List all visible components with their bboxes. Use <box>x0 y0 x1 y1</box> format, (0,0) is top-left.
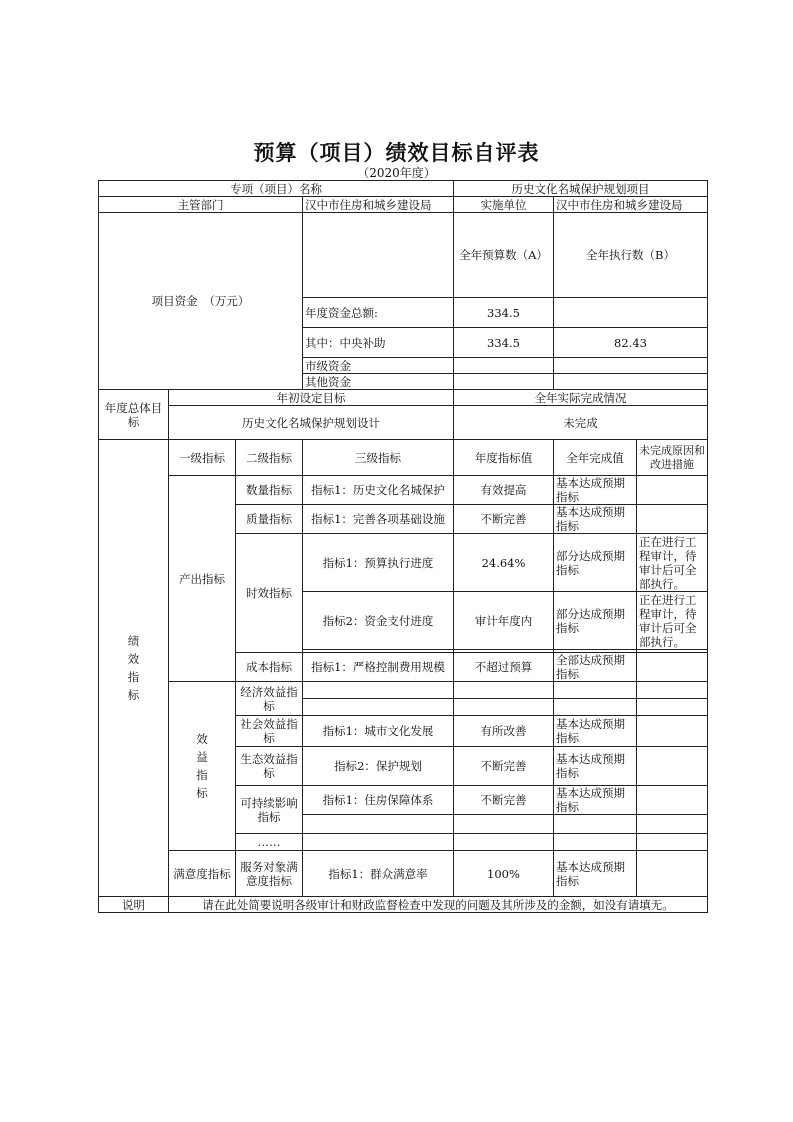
indicator-done: 基本达成预期指标 <box>554 851 637 897</box>
funds-row-budget <box>454 374 554 390</box>
indicator-done: 全部达成预期指标 <box>554 653 637 682</box>
impl-label: 实施单位 <box>454 197 554 213</box>
funds-row-label: 其中：中央补助 <box>303 328 454 358</box>
indicator-target <box>454 699 554 716</box>
satisfaction-indicator-label: 满意度指标 <box>169 851 236 897</box>
indicator-target: 不超过预算 <box>454 653 554 682</box>
indicator-target: 100% <box>454 851 554 897</box>
header-level3: 三级指标 <box>303 440 454 476</box>
indicator-target <box>454 682 554 699</box>
indicator-reason <box>637 476 708 505</box>
funds-row-budget: 334.5 <box>454 298 554 328</box>
actual-value: 未完成 <box>454 406 708 440</box>
indicator-l3: 指标2：保护规划 <box>303 747 454 786</box>
year-subtitle: （2020年度） <box>357 166 436 180</box>
benefit-indicator-text: 效益指标 <box>196 732 208 800</box>
indicator-done: 部分达成预期指标 <box>554 592 637 650</box>
funds-row-exec: 82.43 <box>554 328 708 358</box>
indicator-l3: 指标2：资金支付进度 <box>303 592 454 650</box>
header-done: 全年完成值 <box>554 440 637 476</box>
indicator-l2: 服务对象满意度指标 <box>236 851 303 897</box>
indicator-l3: 指标1：城市文化发展 <box>303 716 454 747</box>
dept-label: 主管部门 <box>99 197 303 213</box>
indicator-target: 不断完善 <box>454 786 554 815</box>
indicator-l2: 成本指标 <box>236 653 303 682</box>
indicator-l3: 指标1：历史文化名城保护 <box>303 476 454 505</box>
indicator-l2: 生态效益指标 <box>236 747 303 786</box>
indicator-done: 基本达成预期指标 <box>554 786 637 815</box>
indicator-reason: 正在进行工程审计，待审计后可全部执行。 <box>637 534 708 592</box>
indicator-reason: 正在进行工程审计，待审计后可全部执行。 <box>637 592 708 650</box>
funds-row-exec <box>554 358 708 374</box>
header-level1: 一级指标 <box>169 440 236 476</box>
indicator-reason <box>637 699 708 716</box>
funds-row-budget <box>454 358 554 374</box>
indicator-done: 部分达成预期指标 <box>554 534 637 592</box>
perf-indicator-label <box>99 440 169 897</box>
funds-row-budget: 334.5 <box>454 328 554 358</box>
indicator-l3: 指标1：预算执行进度 <box>303 534 454 592</box>
page-title: 预算（项目）绩效目标自评表 <box>253 140 540 165</box>
indicator-target <box>454 815 554 834</box>
indicator-done <box>554 699 637 716</box>
project-name-value: 历史文化名城保护规划项目 <box>454 181 708 197</box>
indicator-reason <box>637 834 708 851</box>
header-reason: 未完成原因和改进措施 <box>637 440 708 476</box>
dept-value: 汉中市住房和城乡建设局 <box>303 197 454 213</box>
indicator-l3 <box>303 815 454 834</box>
indicator-l3 <box>303 834 454 851</box>
project-name-label: 专项（项目）名称 <box>99 181 454 197</box>
funds-empty-header <box>303 213 454 298</box>
indicator-target: 有所改善 <box>454 716 554 747</box>
funds-row-label: 其他资金 <box>303 374 454 390</box>
indicator-done: 基本达成预期指标 <box>554 747 637 786</box>
funds-row-label: 年度资金总额: <box>303 298 454 328</box>
note-label: 说明 <box>99 897 169 913</box>
indicator-reason <box>637 815 708 834</box>
indicator-target: 24.64% <box>454 534 554 592</box>
funds-row-exec <box>554 298 708 328</box>
indicator-done: 基本达成预期指标 <box>554 476 637 505</box>
indicator-l2: 数量指标 <box>236 476 303 505</box>
ellipsis-cell: …… <box>236 834 303 851</box>
indicator-l2: 经济效益指标 <box>236 682 303 716</box>
indicator-l2: 质量指标 <box>236 505 303 534</box>
indicator-done: 基本达成预期指标 <box>554 505 637 534</box>
indicator-l3: 指标1：严格控制费用规模 <box>303 653 454 682</box>
header-target: 年度指标值 <box>454 440 554 476</box>
indicator-done <box>554 815 637 834</box>
funds-row-exec <box>554 374 708 390</box>
indicator-done <box>554 682 637 699</box>
impl-value: 汉中市住房和城乡建设局 <box>554 197 708 213</box>
indicator-l3: 指标1：完善各项基础设施 <box>303 505 454 534</box>
perf-indicator-text: 绩效指标 <box>127 634 140 702</box>
indicator-reason <box>637 682 708 699</box>
indicator-l2: 可持续影响指标 <box>236 786 303 834</box>
exec-header: 全年执行数（B） <box>554 213 708 298</box>
indicator-l3 <box>303 682 454 699</box>
indicator-l3 <box>303 699 454 716</box>
indicator-reason <box>637 653 708 682</box>
evaluation-table <box>98 180 708 913</box>
indicator-reason <box>637 851 708 897</box>
benefit-indicator-label <box>169 682 236 851</box>
annual-goal-label: 年度总体目标 <box>99 390 169 440</box>
indicator-done <box>554 834 637 851</box>
indicator-l2: 社会效益指标 <box>236 716 303 747</box>
funds-row-label: 市级资金 <box>303 358 454 374</box>
indicator-target <box>454 834 554 851</box>
indicator-target: 不断完善 <box>454 747 554 786</box>
header-level2: 二级指标 <box>236 440 303 476</box>
indicator-reason <box>637 505 708 534</box>
indicator-l3: 指标1：住房保障体系 <box>303 786 454 815</box>
indicator-target: 审计年度内 <box>454 592 554 650</box>
indicator-l2: 时效指标 <box>236 534 303 653</box>
plan-goal-header: 年初设定目标 <box>169 390 454 406</box>
indicator-reason <box>637 716 708 747</box>
output-indicator-label: 产出指标 <box>169 476 236 682</box>
indicator-target: 不断完善 <box>454 505 554 534</box>
indicator-reason <box>637 786 708 815</box>
indicator-target: 有效提高 <box>454 476 554 505</box>
plan-goal-value: 历史文化名城保护规划设计 <box>169 406 454 440</box>
indicator-l3: 指标1：群众满意率 <box>303 851 454 897</box>
funds-label: 项目资金 （万元） <box>99 213 303 390</box>
indicator-reason <box>637 747 708 786</box>
actual-header: 全年实际完成情况 <box>454 390 708 406</box>
note-text: 请在此处简要说明各级审计和财政监督检查中发现的问题及其所涉及的金额，如没有请填无。 <box>169 897 708 913</box>
indicator-done: 基本达成预期指标 <box>554 716 637 747</box>
budget-header: 全年预算数（A） <box>454 213 554 298</box>
